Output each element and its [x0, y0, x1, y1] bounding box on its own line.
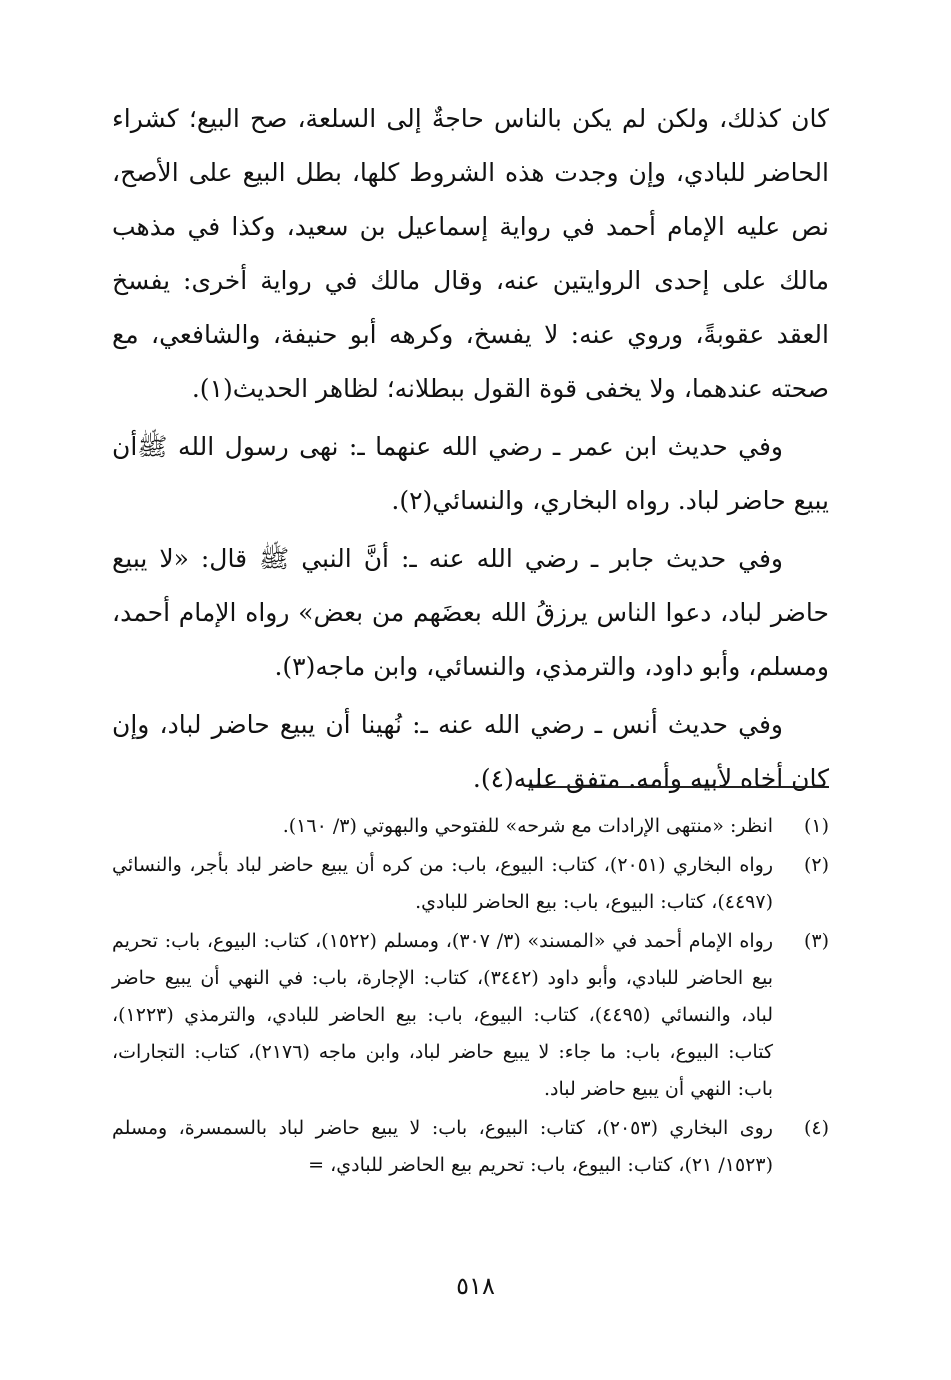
paragraph: وفي حديث ابن عمر ـ رضي الله عنهما ـ: نهى رسول الله ﷺأن يبيع حاضر لباد. رواه البخاري، والنسائي(٢).	[112, 432, 829, 515]
paragraph: وفي حديث جابر ـ رضي الله عنه ـ: أنَّ النبي ﷺ قال: «لا يبيع حاضر لباد، دعوا الناس يرزقُ الله بعضَهم من بعض» رواه الإمام أحمد، ومسلم، وأبو داود، والترمذي، والنسائي، وابن ماجه(٣).	[112, 544, 829, 681]
footnote-number: (٤)	[803, 1117, 829, 1139]
footnote	[112, 923, 829, 1108]
footnote-number: (٢)	[803, 854, 829, 876]
footnote-number: (٣)	[803, 930, 829, 952]
footnote	[112, 808, 829, 845]
footnote-text: روى البخاري (٢٠٥٣)، كتاب: البيوع، باب: لا يبيع حاضر لباد بالسمسرة، ومسلم (١٥٢٣/ ٢١)، كتاب: البيوع، باب: تحريم بيع الحاضر للبادي، =	[112, 1117, 773, 1176]
footnote-text: انظر: «منتهى الإرادات مع شرحه» للفتوحي والبهوتي (٣/ ١٦٠).	[282, 815, 773, 837]
page-number: ٥١٨	[456, 1272, 495, 1300]
footnote-text: رواه البخاري (٢٠٥١)، كتاب: البيوع، باب: من كره أن يبيع حاضر لباد بأجر، والنسائي (٤٤٩٧)، كتاب: البيوع، باب: بيع الحاضر للبادي.	[112, 854, 774, 913]
footnote-text: رواه الإمام أحمد في «المسند» (٣/ ٣٠٧)، ومسلم (١٥٢٢)، كتاب: البيوع، باب: تحريم بيع الحاضر للبادي، وأبو داود (٣٤٤٢)، كتاب: الإجارة، باب: في النهي أن يبيع حاضر لباد، والنسائي (٤٤٩٥)، كتاب: البيوع، باب: بيع الحاضر للبادي، والترمذي (١٢٢٣)، كتاب: البيوع، باب: ما جاء: لا يبيع حاضر لباد، وابن ماجه (٢١٧٦)، كتاب: التجارات، باب: النهي أن يبيع حاضر لباد.	[112, 930, 773, 1100]
footnote-separator	[529, 786, 829, 788]
footnote-number: (١)	[803, 815, 829, 837]
footnotes	[112, 808, 829, 1186]
footnote	[112, 1110, 829, 1184]
paragraph: كان كذلك، ولكن لم يكن بالناس حاجةٌ إلى السلعة، صح البيع؛ كشراء الحاضر للبادي، وإن وجدت هذه الشروط كلها، بطل البيع على الأصح، نص عليه الإمام أحمد في رواية إسماعيل بن سعيد، وكذا في مذهب مالك على إحدى الروايتين عنه، وقال مالك في رواية أخرى: يفسخ العقد عقوبةً، وروي عنه: لا يفسخ، وكرهه أبو حنيفة، والشافعي، مع صحته عندهما، ولا يخفى قوة القول ببطلانه؛ لظاهر الحديث(١).	[112, 104, 829, 403]
paragraph: وفي حديث أنس ـ رضي الله عنه ـ: نُهينا أن يبيع حاضر لباد، وإن كان أخاه لأبيه وأمه. متفق عليه(٤).	[112, 710, 829, 793]
footnote	[112, 847, 829, 921]
main-text	[112, 92, 829, 806]
